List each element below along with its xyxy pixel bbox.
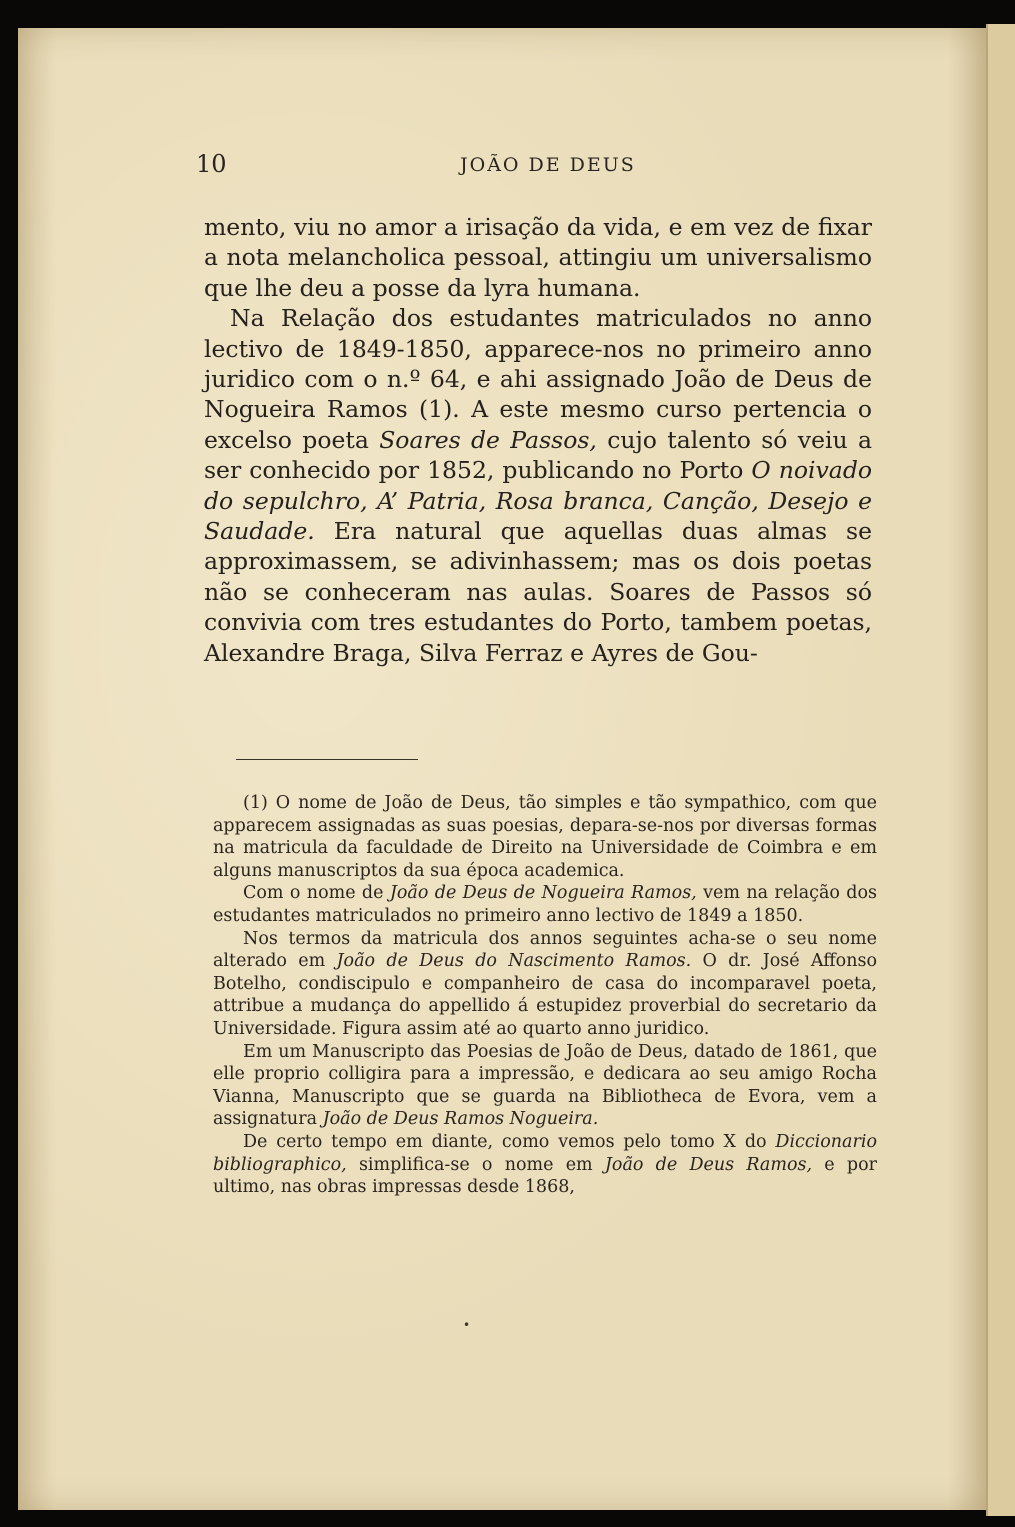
paragraph-continued: mento, viu no amor a irisação da vida, e em vez de fixar a nota melancholica pessoal, attingiu um universalismo que lhe deu a posse da lyra humana. — [204, 213, 872, 302]
running-head: JOÃO DE DEUS — [460, 154, 636, 176]
footnote-paragraph — [213, 928, 877, 1041]
footnote-paragraph — [213, 882, 877, 927]
text-run: e por ultimo, nas obras impressas desde 1868, — [213, 1154, 877, 1198]
page-number: 10 — [196, 150, 227, 178]
text-run: Com o nome de — [243, 883, 390, 904]
text-run: O dr. José Affonso Botelho, condiscipulo e companheiro de casa do incomparavel poeta, attribue a mudança do appellido á estupidez proverbial do secretario da Universidade. Figura assim até ao quarto anno juridico. — [213, 951, 877, 1039]
italic-run: O noivado do sepulchro, A’ Patria, Rosa branca, Canção, Desejo e Saudade. — [204, 456, 873, 546]
italic-run: Diccionario bibliographico, — [213, 1131, 877, 1175]
footnote-paragraph — [213, 1041, 877, 1131]
paragraph-relacao — [204, 303, 872, 668]
footnotes — [213, 792, 877, 1199]
text-run: Na Relação dos estudantes matriculados no anno lectivo de 1849-1850, apparece-nos no primeiro anno juridico com o n.º 64, e ahi assignado João de Deus de Nogueira Ramos (1). A este mesmo curso pertencia o excelso poeta — [204, 304, 872, 454]
footnote-paragraph — [213, 1131, 877, 1199]
text-run: cujo talento só veiu a ser conhecido por 1852, publicando no Porto — [204, 425, 872, 485]
text-run: Em um Manuscripto das Poesias de João de Deus, datado de 1861, que elle proprio colligira para a impressão, e dedicara ao seu amigo Rocha Vianna, Manuscripto que se guarda na Bibliotheca de Evora, vem a assignatura — [213, 1041, 877, 1130]
main-text — [204, 212, 872, 668]
italic-run: João de Deus Ramos Nogueira. — [322, 1109, 599, 1130]
italic-run: João de Deus de Nogueira Ramos, — [389, 883, 697, 904]
text-run: vem na relação dos estudantes matriculados no primeiro anno lectivo de 1849 a 1850. — [213, 883, 878, 926]
adjacent-page-edge — [986, 24, 1015, 1516]
page-header — [196, 150, 876, 180]
text-run: De certo tempo em diante, como vemos pelo tomo X do — [243, 1131, 776, 1152]
text-run: Nos termos da matricula dos annos seguintes acha-se o seu nome alterado em — [213, 928, 877, 972]
footnote-separator — [236, 759, 418, 760]
text-run: simplifica-se o nome em — [346, 1154, 605, 1175]
italic-run: João de Deus Ramos, — [604, 1154, 813, 1175]
text-run: Era natural que aquellas duas almas se approximassem, se adivinhassem; mas os dois poetas não se conheceram nas aulas. Soares de Passos só convivia com tres estudantes do Porto, tambem poetas, Alexandre Braga, Silva Ferraz e Ayres de Gou- — [204, 517, 872, 667]
footnote-1: (1) O nome de João de Deus, tão simples e tão sympathico, com que apparecem assignadas as suas poesias, depara-se-nos por diversas formas na matricula da faculdade de Direito na Universidade de Coimbra e em alguns manuscriptos da sua época academica. — [213, 793, 877, 881]
italic-run: João de Deus do Nascimento Ramos. — [336, 951, 692, 972]
printer-mark: • — [463, 1318, 471, 1332]
italic-run: Soares de Passos, — [379, 425, 597, 454]
